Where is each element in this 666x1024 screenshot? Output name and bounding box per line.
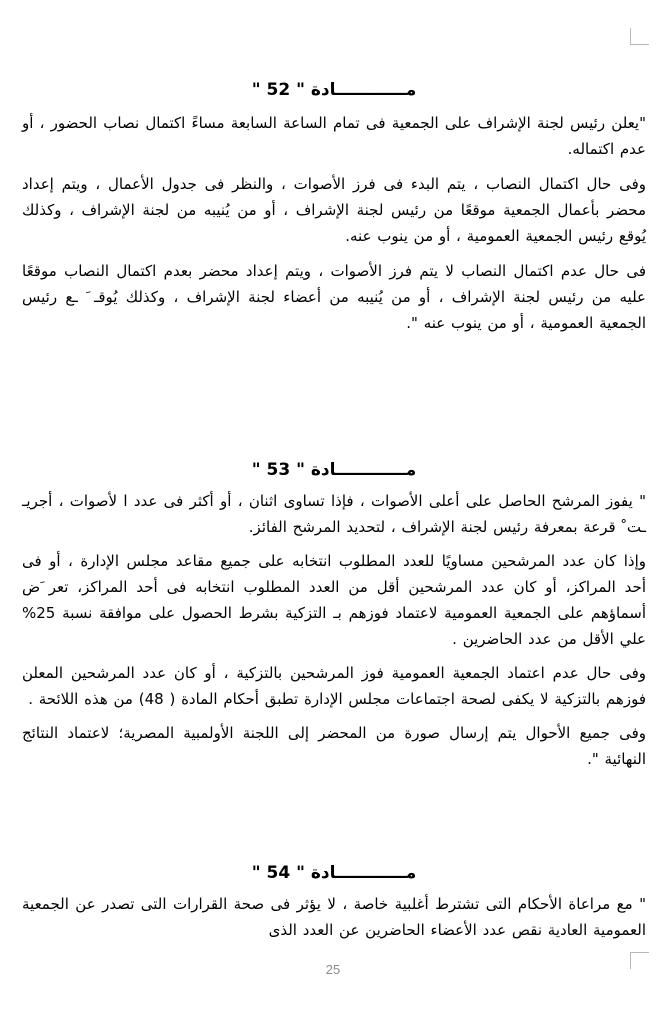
document-page xyxy=(22,0,646,1024)
article-52-paragraph-2: وفى حال اكتمال النصاب ، يتم البدء فى فرز الأصوات ، والنظر فى جدول الأعمال ، ويتم إعداد محضر بأعمال الجمعية موقعًا من رئيس لجنة الإشراف ، أو من يُنيبه من لجنة الإشراف ، وكذلك يُوقع رئيس الجمعية العمومية ، أو من ينوب عنه. xyxy=(22,175,646,245)
article-53-body xyxy=(22,488,646,772)
article-52-paragraph-3: فى حال عدم اكتمال النصاب لا يتم فرز الأصوات ، ويتم إعداد محضر بعدم اكتمال النصاب موقعًا عليه من رئيس لجنة الإشراف ، أو من يُنيبه من أعضاء لجنة الإشراف ، وكذلك يُوقـ َ ـع رئيس الجمعية العمومية ، أو من ينوب عنه ". xyxy=(22,262,646,332)
article-53-paragraph-3: وفى حال عدم اعتماد الجمعية العمومية فوز المرشحين بالتزكية ، أو كان عدد المرشحين المعلن فوزهم بالتزكية لا يكفى لصحة اجتماعات مجلس الإدارة تطبق أحكام المادة ( 48) من هذه اللائحة . xyxy=(22,664,646,708)
article-54-paragraph-1: " مع مراعاة الأحكام التى تشترط أغلبية خاصة ، لا يؤثر فى صحة القرارات التى تصدر عن الجمعية العمومية العادية نقص عدد الأعضاء الحاضرين عن العدد الذى xyxy=(22,895,646,939)
article-53-paragraph-4: وفى جميع الأحوال يتم إرسال صورة من المحضر إلى اللجنة الأولمبية المصرية؛ لاعتماد النتائج النهائية ". xyxy=(22,724,646,768)
article-52-title: مــــــــــــادة " 52 " xyxy=(251,80,417,100)
article-52-paragraph-1: "يعلن رئيس لجنة الإشراف على الجمعية فى تمام الساعة السابعة مساءً اكتمال نصاب الحضور ، أو عدم اكتماله. xyxy=(22,114,646,158)
article-53-paragraph-2: وإذا كان عدد المرشحين مساويًا للعدد المطلوب انتخابه على جميع مقاعد مجلس الإدارة ، أو فى أحد المراكز، أو كان عدد المرشحين أقل من العدد المطلوب انتخابه فى أحد المراكز، تعر َض أسماؤهم على الجمعية العمومية لاعتماد فوزهم بـ التزكية بشرط الحصول على موافقة نسبة 25% علي الأقل من عدد الحاضرين . xyxy=(22,552,646,648)
article-54-body xyxy=(22,891,646,943)
article-53-paragraph-1: " يفوز المرشح الحاصل على أعلى الأصوات ، فإذا تساوى اثنان ، أو أكثر فى عدد ا لأصوات ، أجريـ ـت ْ قرعة بمعرفة رئيس لجنة الإشراف ، لتحديد المرشح الفائز. xyxy=(22,492,646,536)
article-52-body xyxy=(22,110,646,336)
page-number: 25 xyxy=(325,962,341,977)
article-54-title: مــــــــــــادة " 54 " xyxy=(251,863,417,883)
article-53-title: مــــــــــــادة " 53 " xyxy=(251,460,417,480)
